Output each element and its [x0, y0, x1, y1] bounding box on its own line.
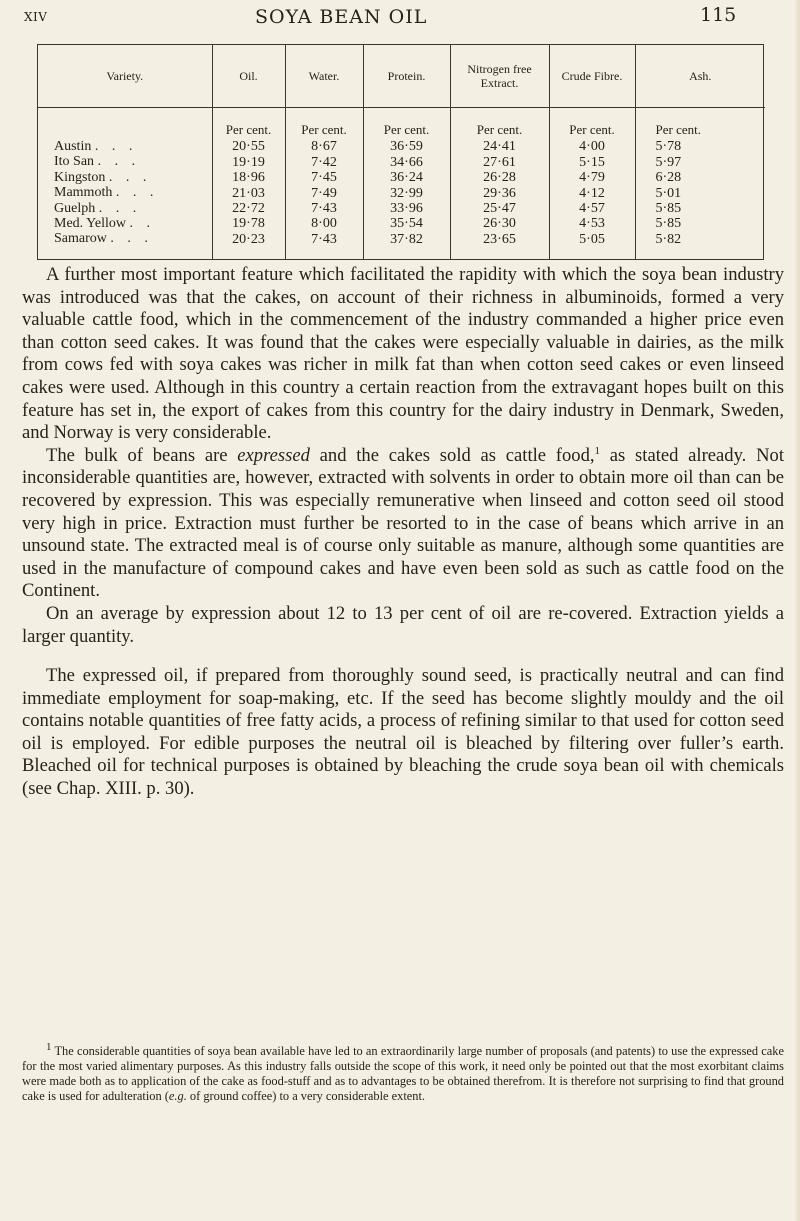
col-header-oil: Oil.: [212, 45, 285, 108]
unit-label: Per cent.: [383, 122, 430, 137]
col-header-crude-fibre: Crude Fibre.: [549, 45, 635, 108]
table-row-variety: Med. Yellow . .: [54, 216, 155, 232]
col-header-variety: Variety.: [38, 45, 212, 108]
paragraph: The bulk of beans are expressed and the cakes sold as cattle food,$^1$ as stated already. Not inconsiderable quantities are, however, extracted with solvents in order to obtain more oil than can be recovered by expression. This was especially remunerative when linseed and cotton seed oil stood very high in price. Extraction must further be resorted to in the case of beans which arrive in an unsound state. The extracted meal is of course only suitable as manure, although some quantities are used in the manufacture of compound cakes and have even been sold as such as cattle food on the Continent.: [22, 444, 784, 602]
col-header-ash: Ash.: [635, 45, 765, 108]
page-number: 115: [700, 4, 737, 26]
table-row-variety: Mammoth . . .: [54, 185, 159, 201]
unit-label: Per cent.: [569, 122, 615, 137]
col-header-water: Water.: [285, 45, 363, 108]
table-row-variety: Austin . . .: [54, 139, 138, 154]
composition-table: [37, 44, 764, 260]
footnote-marker: 1: [594, 444, 601, 457]
unit-label: Per cent.: [655, 122, 701, 137]
col-header-nitrogen-free-extract: Nitrogen free Extract.: [450, 45, 549, 108]
chapter-number: XIV: [24, 10, 48, 24]
running-title: SOYA BEAN OIL: [255, 6, 428, 28]
ash-column: Per cent. 5·78 5·97 6·28 5·01 5·85 5·85 5·82: [635, 108, 765, 260]
table-header-row: [38, 45, 765, 108]
table-row-variety: Kingston . . .: [54, 169, 152, 185]
table-body: [38, 108, 765, 260]
unit-label: Per cent.: [476, 122, 523, 137]
footnote-number: 1: [46, 1040, 52, 1053]
body-text: [22, 264, 784, 801]
paragraph: On an average by expression about 12 to 13 per cent of oil are re-covered. Extraction yields a larger quantity.: [22, 602, 784, 647]
col-header-protein: Protein.: [363, 45, 450, 108]
table-row-variety: Ito San . . .: [54, 154, 141, 170]
oil-column: Per cent. 20·55 19·19 18·96 21·03 22·72 19·78 20·23: [212, 108, 285, 260]
unit-label: Per cent.: [301, 122, 347, 137]
nitrogen-free-extract-column: Per cent. 24·41 27·61 26·28 29·36 25·47 26·30 23·65: [450, 108, 549, 260]
crude-fibre-column: Per cent. 4·00 5·15 4·79 4·12 4·57 4·53 5·05: [549, 108, 635, 260]
unit-label: Per cent.: [225, 122, 272, 137]
variety-column: [38, 108, 212, 260]
paragraph: A further most important feature which facilitated the rapidity with which the soya bean industry was introduced was that the cakes, on account of their richness in albuminoids, formed a very valuable cattle food, which in the commencement of the industry commanded a higher price even than cotton seed cakes. It was found that the cakes were especially valuable in dairies, as the milk from cows fed with soya cakes was richer in milk fat than when cotton seed cakes or even linseed cakes were used. Although in this country a certain reaction from the extravagant hopes built on this feature has set in, the export of cakes from this country for the dairy industry in Denmark, Sweden, and Norway is very considerable.: [22, 264, 784, 444]
paragraph: The expressed oil, if prepared from thoroughly sound seed, is practically neutral and can find immediate employment for soap-making, etc. If the seed has become slightly mouldy and the oil contains notable quantities of free fatty acids, a process of refining similar to that used for cotton seed oil is employed. For edible purposes the neutral oil is bleached by filtering over fuller’s earth. Bleached oil for technical purposes is obtained by bleaching the crude soya bean oil with chemicals (see Chap. XIII. p. 30).: [22, 665, 784, 800]
page-edge: [794, 0, 800, 1221]
running-header: [0, 2, 800, 34]
table-row-variety: Guelph . . .: [54, 200, 142, 216]
footnote: $^1$ The considerable quantities of soya bean available have led to an extraordinarily large number of proposals (and patents) to use the expressed cake for the most varied alimentary purposes. As this industry falls outside the scope of this work, it need only be pointed out that the most exorbitant claims were made both as to application of the cake as food-stuff and as to advantages to be obtained therefrom. It is therefore not surprising to find that ground cake is used for adulteration (e.g. of ground coffee) to a very considerable extent.: [22, 1040, 784, 1103]
protein-column: Per cent. 36·59 34·66 36·24 32·99 33·96 35·54 37·82: [363, 108, 450, 260]
water-column: Per cent. 8·67 7·42 7·45 7·49 7·43 8·00 7·43: [285, 108, 363, 260]
table-row-variety: Samarow . . .: [54, 231, 153, 247]
